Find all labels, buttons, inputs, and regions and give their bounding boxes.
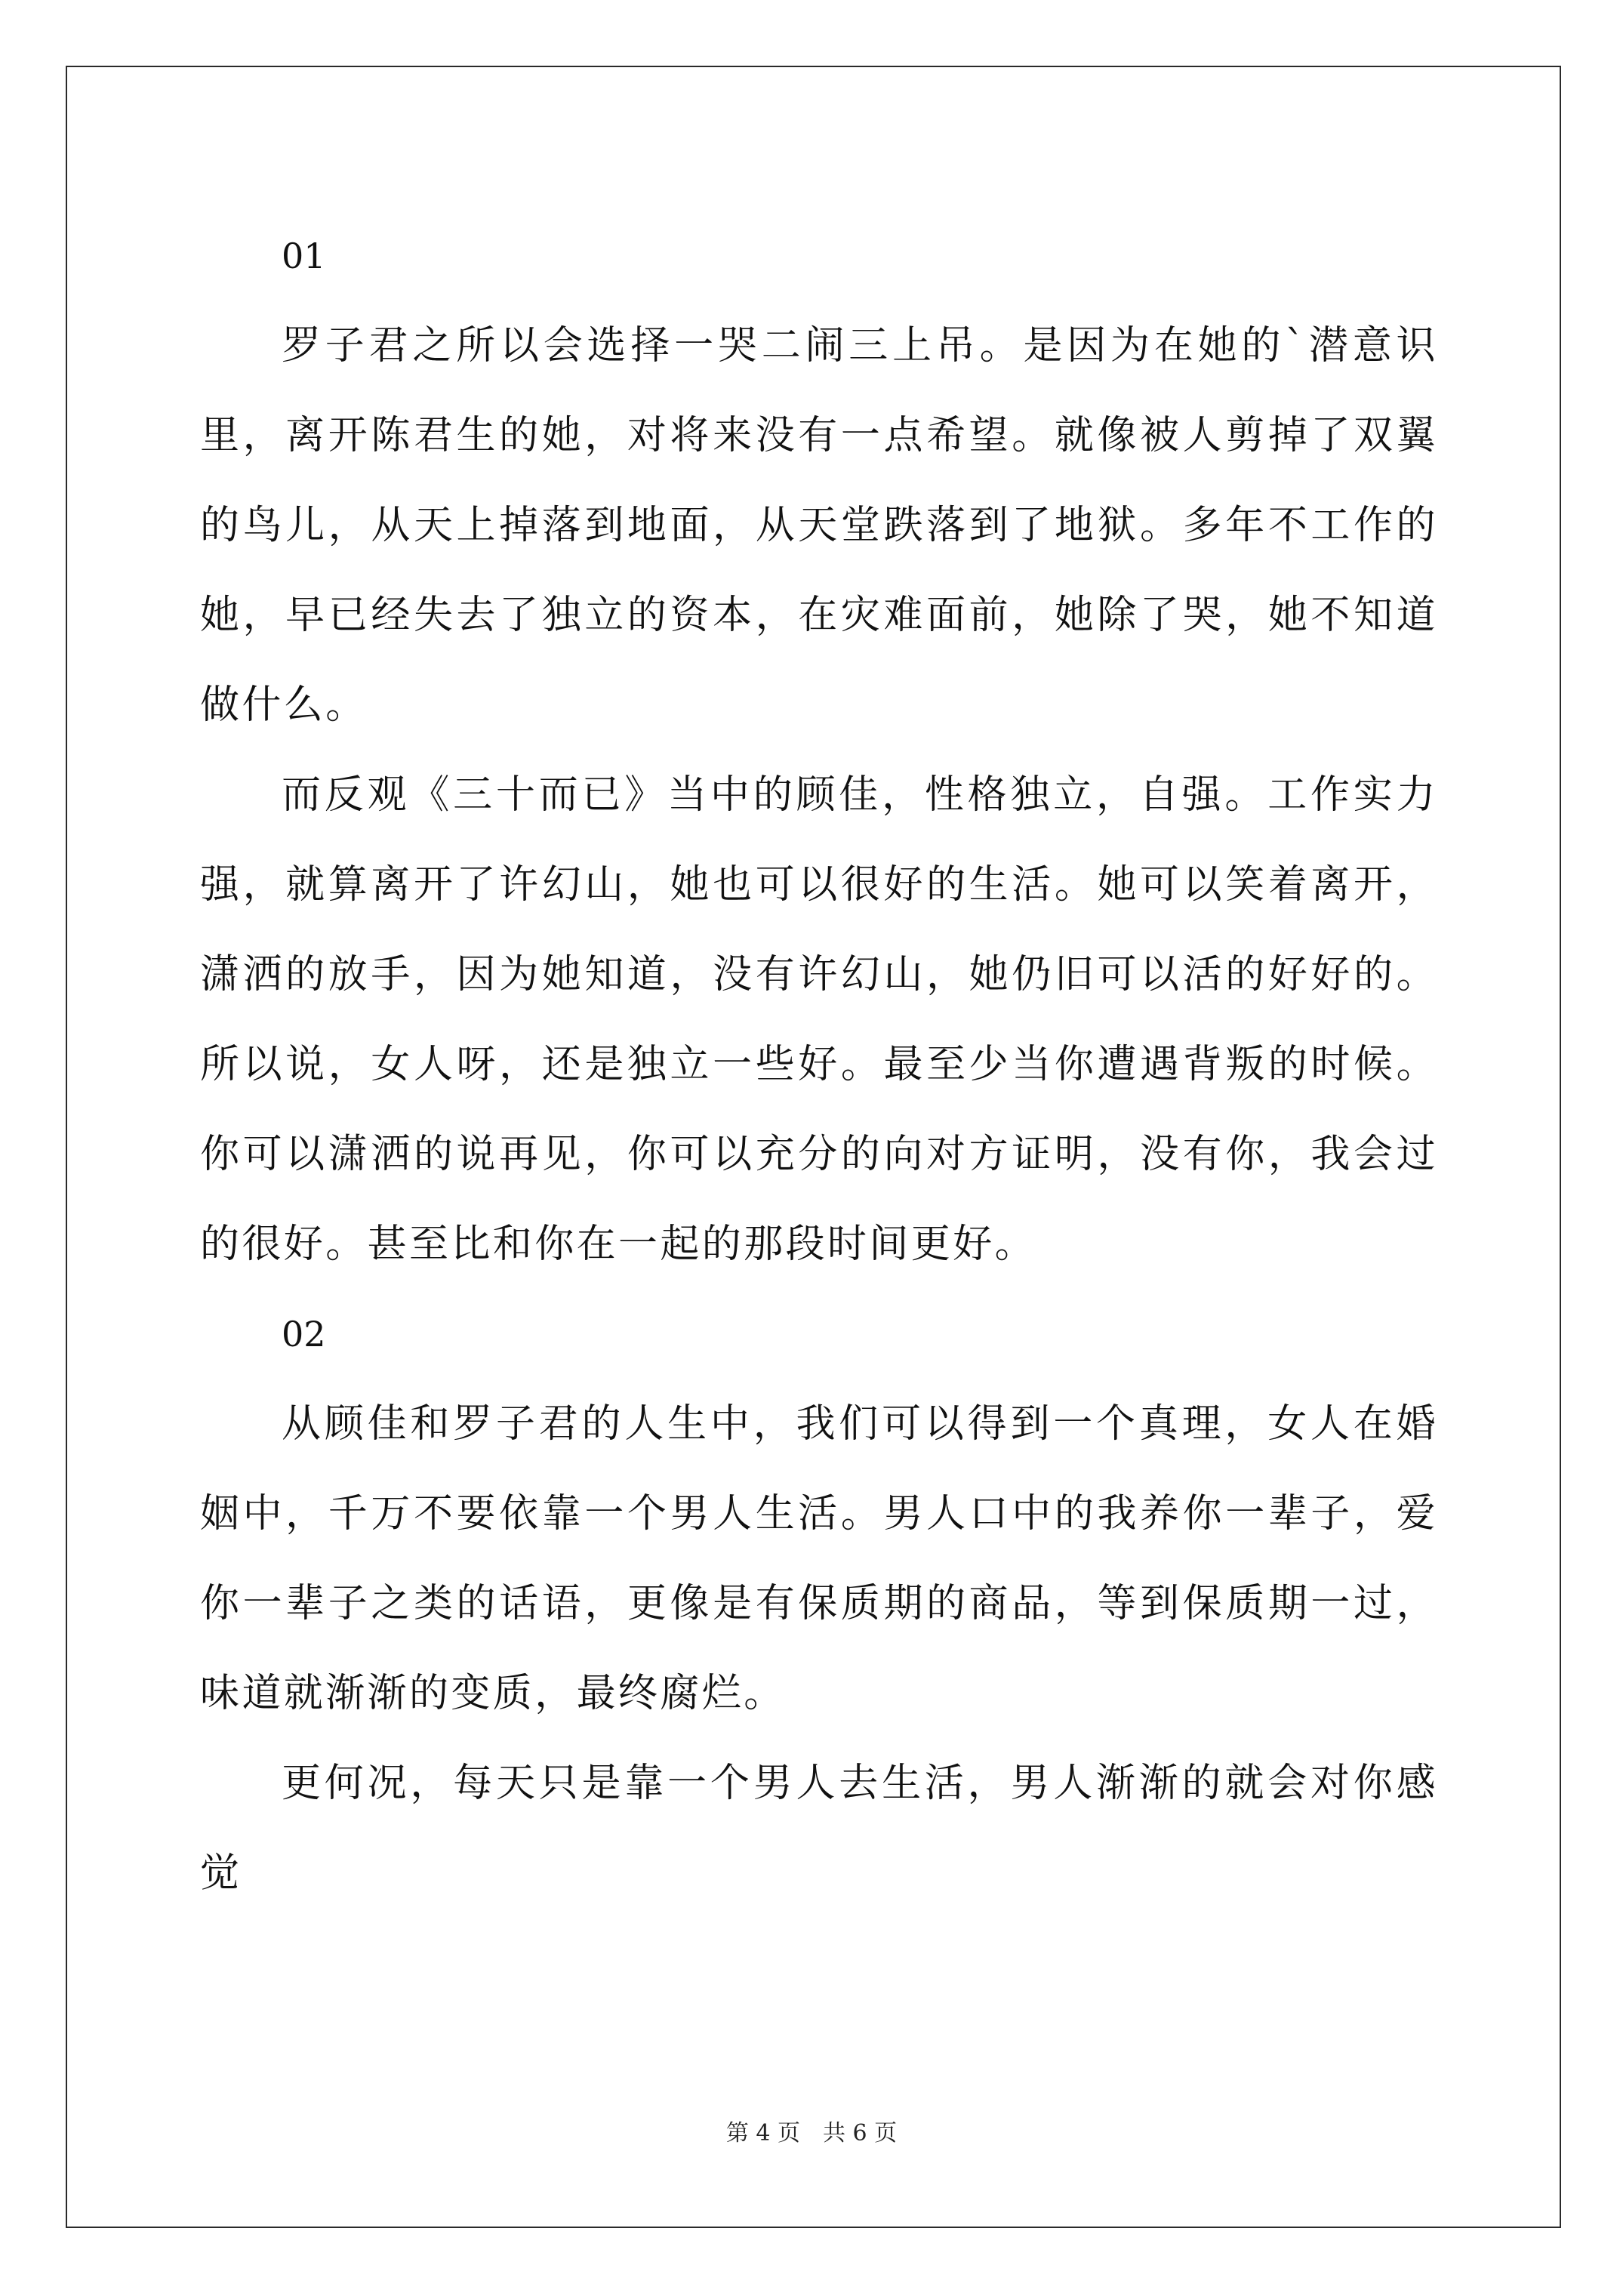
paragraph: 从顾佳和罗子君的人生中，我们可以得到一个真理，女人在婚姻中，千万不要依靠一个男人生活。男人口中的我养你一辈子，爱你一辈子之类的话语，更像是有保质期的商品，等到保质期一过，味道就渐渐的变质，最终腐烂。 [200,1401,1438,1716]
page-number-footer: 第 4 页 共 6 页 [725,2120,898,2147]
section-heading: 02 [282,1314,326,1354]
paragraph: 罗子君之所以会选择一哭二闹三上吊。是因为在她的`潜意识里，离开陈君生的她，对将来没有一点希望。就像被人剪掉了双翼的鸟儿，从天上掉落到地面，从天堂跌落到了地狱。多年不工作的她，早已经失去了独立的资本，在灾难面前，她除了哭，她不知道做什么。 [200,323,1438,728]
document-body [200,211,1438,1918]
paragraph: 更何况，每天只是靠一个男人去生活，男人渐渐的就会对你感觉 [200,1761,1438,1896]
paragraph: 而反观《三十而已》当中的顾佳，性格独立，自强。工作实力强，就算离开了许幻山，她也可以很好的生活。她可以笑着离开，潇洒的放手，因为她知道，没有许幻山，她仍旧可以活的好好的。所以说，女人呀，还是独立一些好。最至少当你遭遇背叛的时候。你可以潇洒的说再见，你可以充分的向对方证明，没有你，我会过的很好。甚至比和你在一起的那段时间更好。 [200,772,1438,1267]
section-heading: 01 [282,236,326,276]
